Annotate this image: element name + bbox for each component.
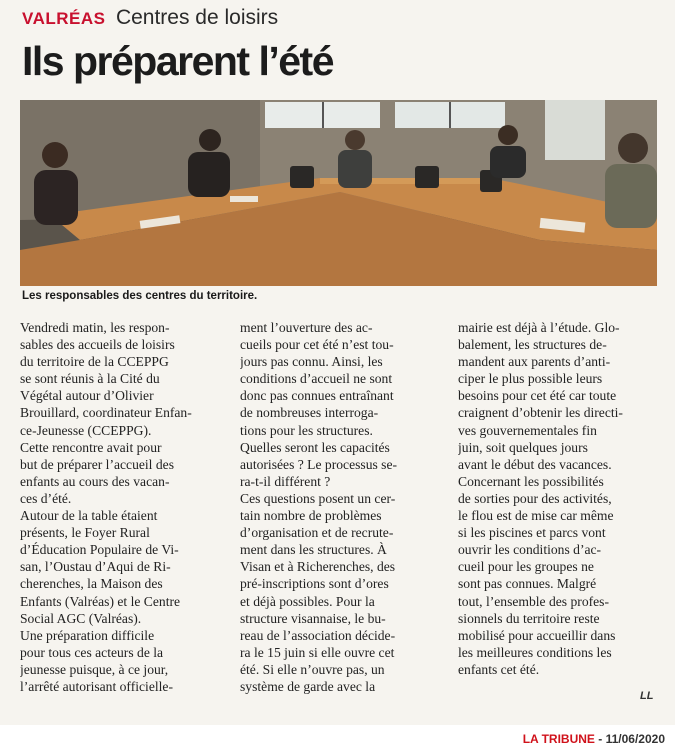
column-3-line: sont pas connues. Malgré	[458, 576, 597, 592]
column-2-line: été. Si elle n’ouvre pas, un	[240, 661, 385, 677]
column-3-line: enfants cet été.	[458, 661, 540, 677]
column-1-line: Autour de la table étaient	[20, 508, 158, 524]
column-3-line: si les piscines et parcs vont	[458, 525, 606, 541]
column-2-line: système de garde avec la	[240, 678, 376, 694]
column-2-line: ra le 15 juin si elle ouvre cet	[240, 644, 395, 660]
column-3-line: ves gouvernementales fin	[458, 422, 597, 438]
column-2-line: donc pas connues entraînant	[240, 388, 394, 404]
column-3-line: Concernant les possibilités	[458, 473, 604, 489]
column-2-line: pré-inscriptions sont d’ores	[240, 576, 389, 592]
column-1-line: pour tous ces acteurs de la	[20, 644, 164, 660]
column-2-line: jours pas connu. Ainsi, les	[240, 354, 383, 370]
column-2-line: tain nombre de problèmes	[240, 508, 382, 524]
column-3-line: tout, l’ensemble des profes-	[458, 593, 609, 609]
column-1-line: Cette rencontre avait pour	[20, 439, 162, 455]
article-kicker	[22, 6, 278, 30]
column-2-line: structure visannaise, le bu-	[240, 610, 386, 626]
column-1-line: san, l’Oustau d’Aqui de Ri-	[20, 559, 171, 575]
column-1-line: se sont réunis à la Cité du	[20, 371, 160, 387]
column-3-line: mairie est déjà à l’étude. Glo-	[458, 320, 620, 335]
column-3-line: mobilisé pour accueillir dans	[458, 627, 616, 643]
column-3-line: juin, soit quelques jours	[458, 439, 588, 455]
column-3-line: craignent d’obtenir les directi-	[458, 405, 623, 421]
column-3-line: sionnels du territoire reste	[458, 610, 600, 626]
column-2-line: de nombreuses interroga-	[240, 405, 379, 421]
column-1-line: sables des accueils de loisirs	[20, 337, 175, 353]
column-1-line: jeunesse puisque, à ce jour,	[20, 661, 169, 677]
column-2-line: et déjà possibles. Pour la	[240, 593, 375, 609]
column-1-line: Une préparation difficile	[20, 627, 155, 643]
column-1-line: cherenches, la Maison des	[20, 576, 163, 592]
column-2-line: conditions d’accueil ne sont	[240, 371, 393, 387]
article-column-1	[20, 319, 220, 695]
column-1-line: enfants au cours des vacan-	[20, 473, 170, 489]
column-3-line: de sorties pour des activités,	[458, 490, 612, 506]
column-3-line: ciper le plus possible leurs	[458, 371, 603, 387]
column-1-line: ce-Jeunesse (CCEPPG).	[20, 422, 152, 438]
column-2-line: ra-t-il différent ?	[240, 473, 331, 489]
footer-separator: -	[594, 732, 606, 746]
column-3-line: cueil pour les groupes ne	[458, 559, 594, 575]
article-body	[20, 319, 660, 711]
column-2-line: d’organisation et de recrute-	[240, 525, 394, 541]
column-1-line: Brouillard, coordinateur Enfan-	[20, 405, 192, 421]
column-3-line: les meilleures conditions les	[458, 644, 612, 660]
column-1-line: Enfants (Valréas) et le Centre	[20, 593, 181, 609]
column-2-line: Visan et à Richerenches, des	[240, 559, 396, 575]
author-signature: LL	[640, 690, 654, 702]
column-1-line: l’arrêté autorisant officielle-	[20, 678, 173, 694]
article-headline: Ils préparent l’été	[22, 38, 334, 84]
column-1-line: but de préparer l’accueil des	[20, 456, 174, 472]
column-3-line: balement, les structures de-	[458, 337, 607, 353]
column-2-line: reau de l’association décide-	[240, 627, 396, 643]
column-1-line: Social AGC (Valréas).	[20, 610, 142, 626]
article-column-3	[458, 319, 658, 678]
column-1-line: Végétal autour d’Olivier	[20, 388, 154, 404]
photo-caption: Les responsables des centres du territoire.	[22, 290, 258, 302]
publication-name: LA TRIBUNE	[522, 732, 595, 746]
column-3-line: avant le début des vacances.	[458, 456, 612, 472]
column-2-line: ment dans les structures. À	[240, 542, 387, 558]
article-photo	[20, 100, 657, 286]
column-3-line: besoins pour cet été car toute	[458, 388, 617, 404]
column-1-line: d’Éducation Populaire de Vi-	[20, 542, 179, 558]
location-label: VALRÉAS	[22, 9, 106, 28]
column-2-line: Quelles seront les capacités	[240, 439, 390, 455]
column-3-line: ouvrir les conditions d’ac-	[458, 542, 602, 558]
column-3-line: le flou est de mise car même	[458, 508, 614, 524]
column-1-line: Vendredi matin, les respon-	[20, 320, 170, 335]
section-label: Centres de loisirs	[115, 6, 279, 29]
column-2-line: cueils pour cet été n’est tou-	[240, 337, 394, 353]
column-3-line: mandent aux parents d’anti-	[458, 354, 611, 370]
column-1-line: présents, le Foyer Rural	[20, 525, 150, 541]
column-2-line: ment l’ouverture des ac-	[240, 320, 373, 335]
column-1-line: du territoire de la CCEPPG	[20, 354, 169, 370]
publication-date: 11/06/2020	[605, 732, 665, 746]
column-2-line: Ces questions posent un cer-	[240, 490, 396, 506]
source-footer	[523, 732, 665, 746]
column-2-line: autorisées ? Le processus se-	[240, 456, 398, 472]
column-2-line: tions pour les structures.	[240, 422, 373, 438]
column-1-line: ces d’été.	[20, 490, 72, 506]
article-column-2	[240, 319, 440, 695]
